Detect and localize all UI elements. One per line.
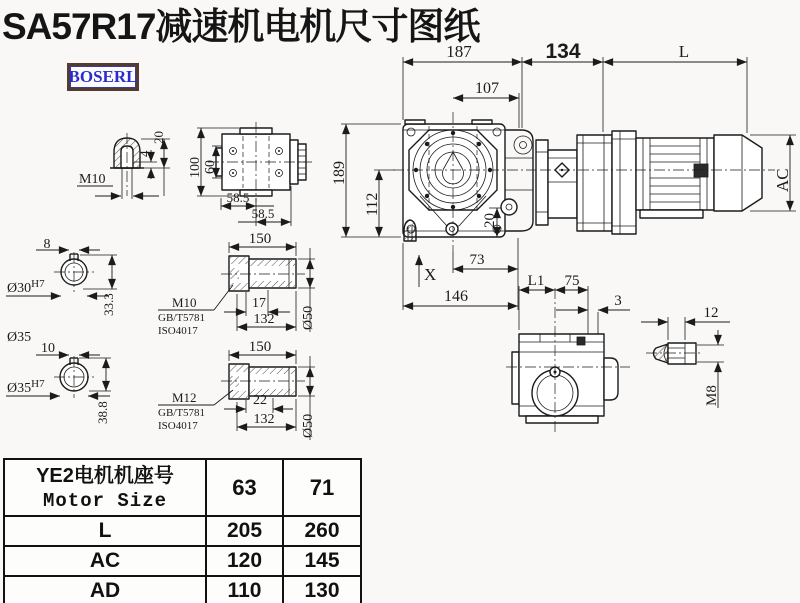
table-header-col-71: 71	[283, 459, 361, 516]
dim-label-dia35-plain: Ø35	[7, 330, 32, 345]
dim-label-dia50-a: Ø50	[301, 305, 316, 330]
view-lifting-screw	[77, 131, 170, 199]
dim-label-12: 12	[703, 305, 719, 321]
view-bore-30	[6, 237, 117, 316]
dim-label-17: 17	[252, 296, 266, 311]
cell-AD-71: 130	[283, 576, 361, 603]
note-m12: M12	[172, 390, 197, 405]
view-gearbox-bottom	[506, 273, 630, 432]
dim-label-AC: AC	[773, 168, 792, 192]
dim-label-132-a: 132	[253, 312, 275, 327]
view-sleeve-m12	[158, 339, 316, 440]
dim-label-L1: L1	[527, 273, 545, 289]
cell-AC-63: 120	[206, 546, 283, 576]
note-iso4017-a: ISO4017	[158, 325, 198, 337]
table-header-en: Motor Size	[42, 489, 168, 512]
note-gbt5781-b: GB/T5781	[158, 407, 206, 419]
dim-label-M8: M8	[704, 385, 720, 406]
note-gbt5781-a: GB/T5781	[158, 312, 206, 324]
dim-label-100: 100	[188, 157, 203, 178]
dim-label-3: 3	[614, 293, 622, 309]
dim-label-150-b: 150	[248, 339, 272, 355]
table-row-L	[4, 516, 361, 546]
dim-label-dia35: $Ø35^{H7}$	[7, 378, 45, 396]
view-motor-side	[522, 40, 796, 234]
boserl-logo-text: BOSERL	[68, 67, 138, 86]
dim-label-20-offset: 20	[482, 213, 498, 228]
table-row-AD	[4, 576, 361, 603]
cell-AD-63: 110	[206, 576, 283, 603]
view-bolt-m8	[641, 305, 730, 408]
dim-label-75: 75	[564, 273, 580, 289]
table-header-motor-size	[4, 459, 206, 516]
dim-label-150-a: 150	[248, 231, 272, 247]
dim-label-58-5-left: 58.5	[226, 190, 250, 205]
dim-label-20-screw: 20	[151, 131, 166, 144]
dim-label-187: 187	[446, 42, 472, 61]
dim-label-146: 146	[444, 288, 468, 305]
table-header-cn: YE2电机机座号	[36, 464, 174, 487]
dim-label-60: 60	[203, 160, 218, 174]
dim-label-33-3: 33.3	[101, 293, 116, 316]
dim-label-dia50-b: Ø50	[301, 413, 316, 438]
page-title: SA57R17减速机电机尺寸图纸	[2, 6, 480, 47]
dim-label-m10-thread: M10	[79, 172, 106, 187]
table-header-row	[4, 459, 361, 516]
dim-label-L: L	[678, 42, 690, 61]
view-sleeve-m10	[158, 231, 316, 337]
table-row-AC	[4, 546, 361, 576]
dim-label-dia30: $Ø30^{H7}$	[7, 278, 45, 296]
cell-L-63: 205	[206, 516, 283, 546]
row-label-AC: AC	[4, 546, 206, 576]
axis-x-label: X	[424, 265, 437, 284]
cell-L-71: 260	[283, 516, 361, 546]
dim-label-112: 112	[364, 192, 381, 216]
note-iso4017-b: ISO4017	[158, 420, 198, 432]
dim-label-4: 4	[137, 150, 152, 157]
dim-label-107: 107	[475, 80, 499, 97]
dim-label-58-5-right: 58.5	[251, 206, 275, 221]
dim-label-22: 22	[253, 393, 267, 408]
motor-size-table	[3, 458, 362, 603]
dim-label-key-10: 10	[41, 341, 55, 356]
dim-label-132-b: 132	[253, 412, 275, 427]
note-m10: M10	[172, 295, 197, 310]
view-mount-flange	[188, 122, 312, 226]
dim-label-189: 189	[331, 161, 348, 185]
row-label-L: L	[4, 516, 206, 546]
row-label-AD: AD	[4, 576, 206, 603]
table-header-col-63: 63	[206, 459, 283, 516]
cell-AC-71: 145	[283, 546, 361, 576]
dim-label-key-8: 8	[43, 237, 51, 252]
dim-label-134: 134	[545, 40, 581, 63]
view-gearbox-front	[331, 42, 540, 310]
dim-label-73: 73	[469, 252, 485, 268]
dim-label-38-8: 38.8	[95, 401, 110, 424]
view-bore-35	[6, 341, 111, 424]
